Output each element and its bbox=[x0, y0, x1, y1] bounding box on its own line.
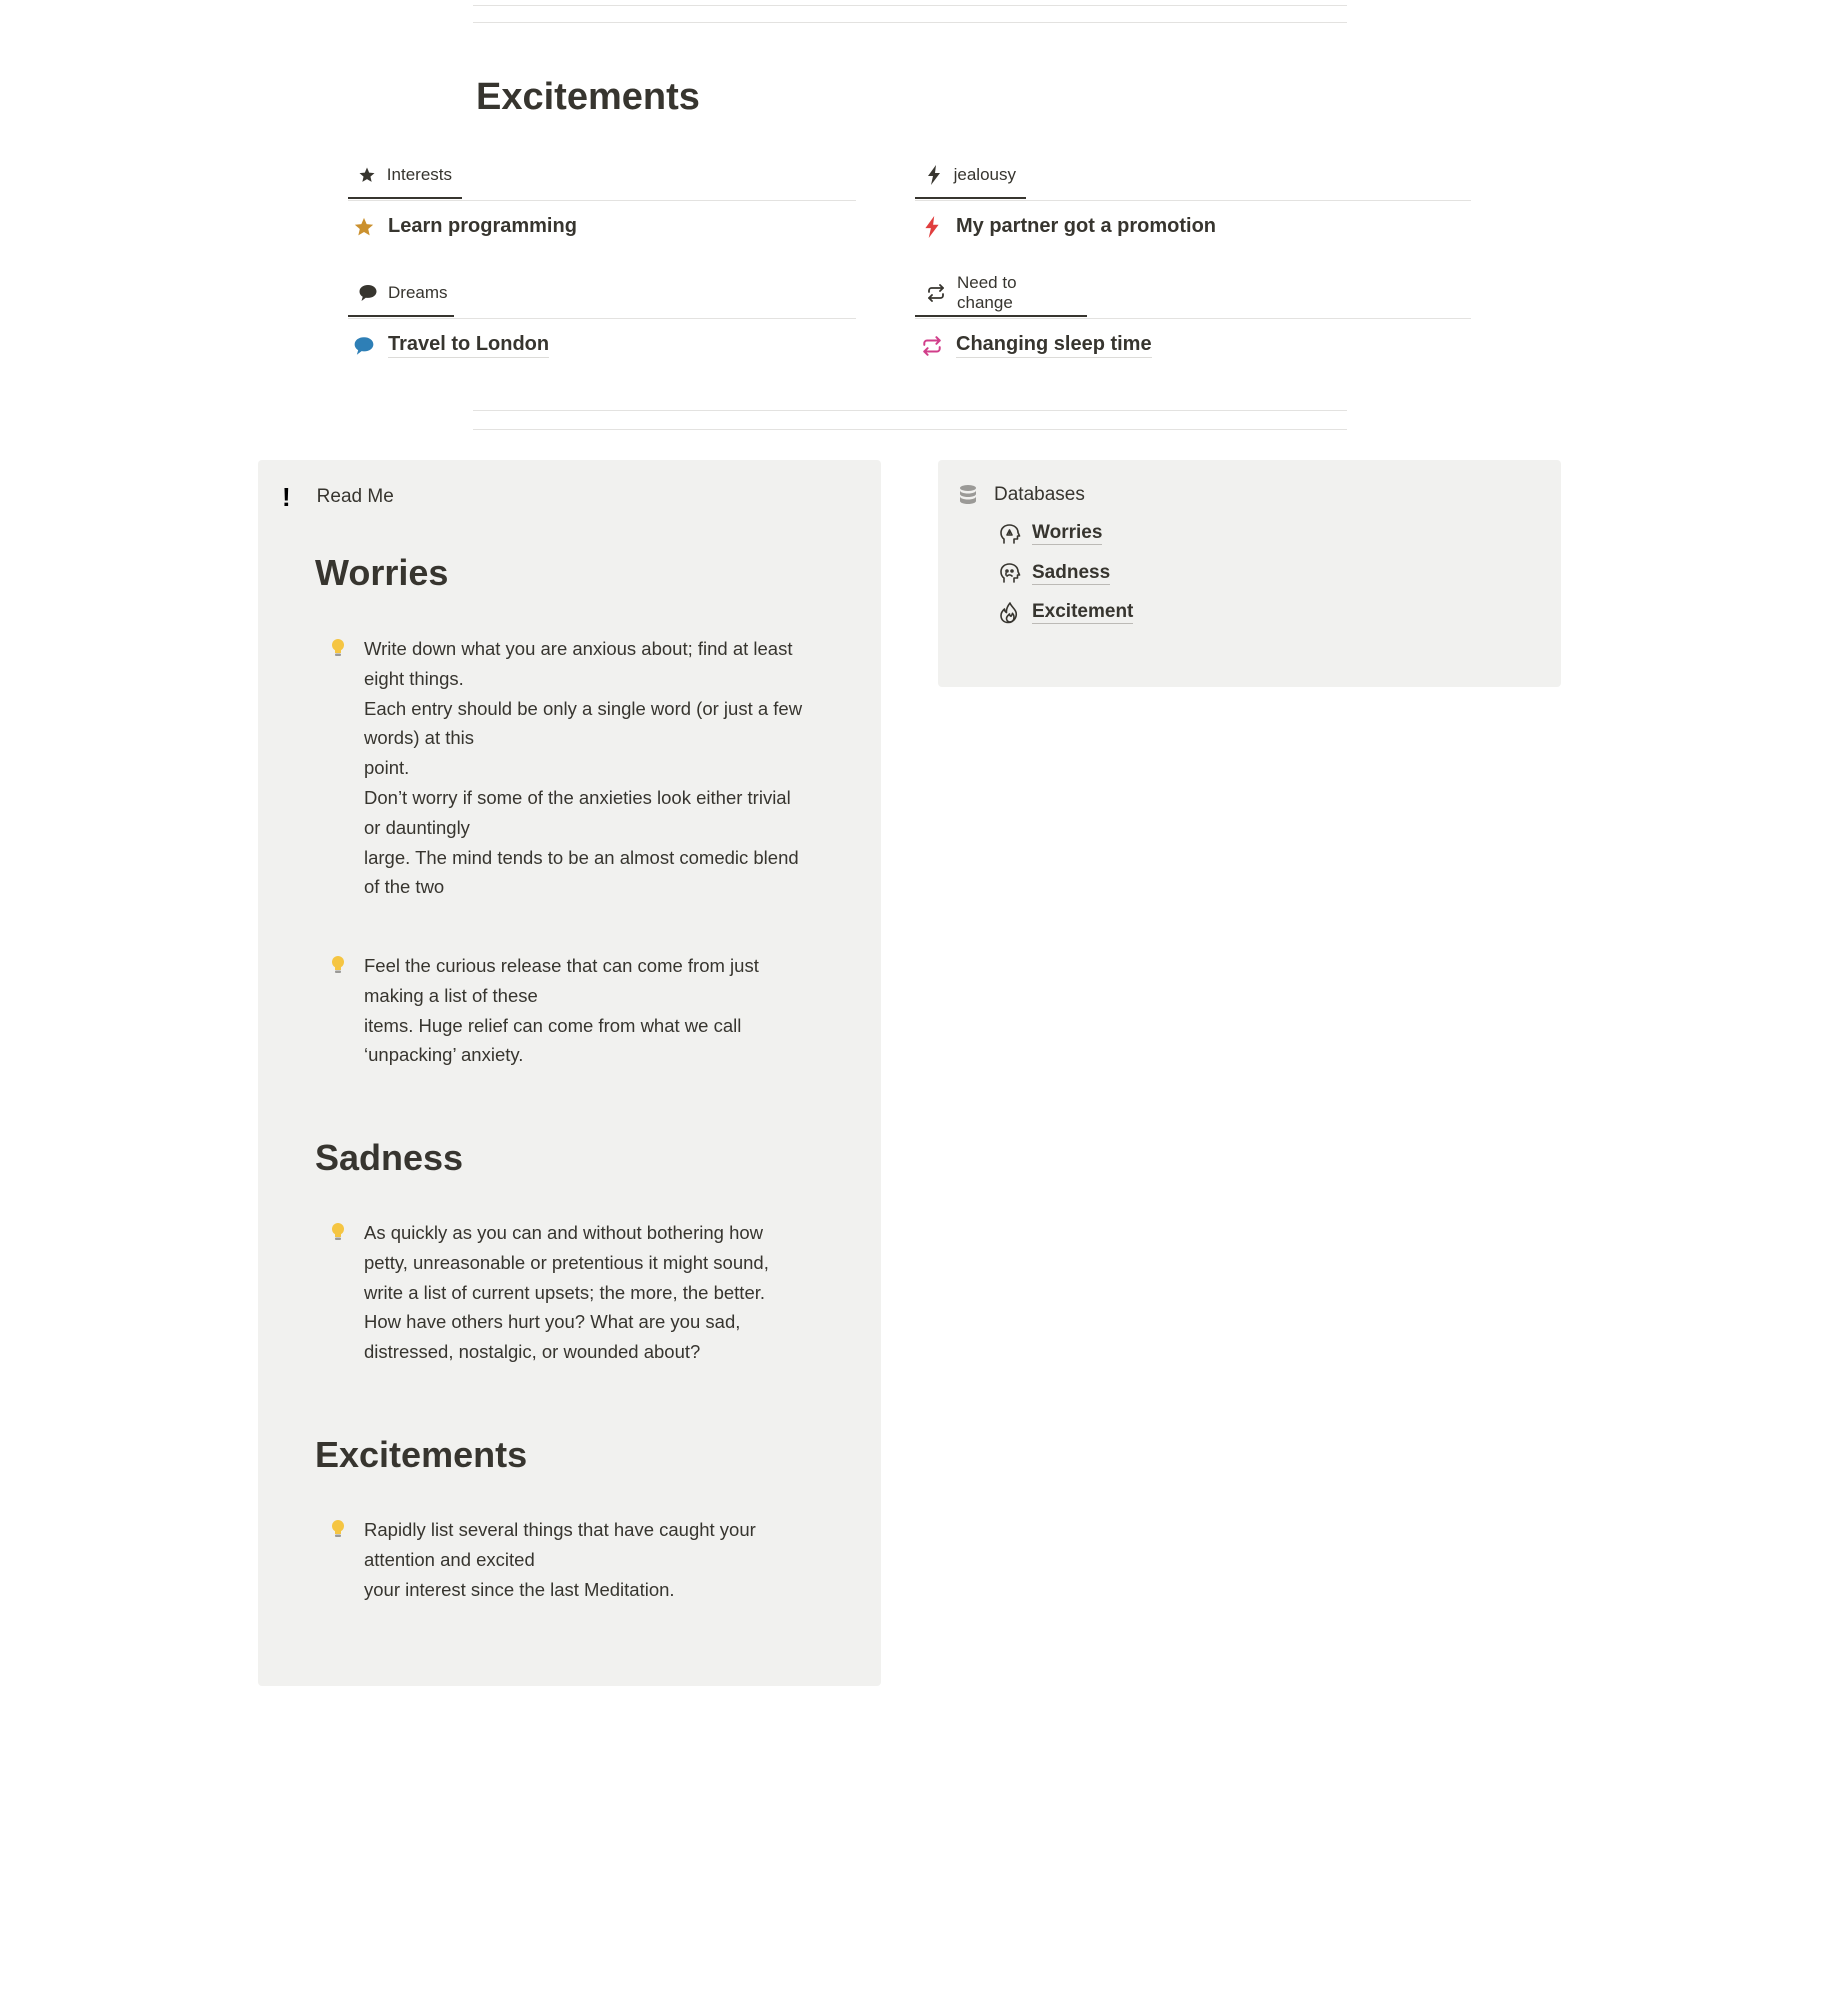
tip-text: Feel the curious release that can come from just making a list of these items. Huge relief can come from what we call ‘unpacking’ anxiety. bbox=[364, 955, 759, 1066]
tabbar-dreams bbox=[348, 270, 856, 319]
card-title: Learn programming bbox=[388, 215, 577, 237]
db-label: Sadness bbox=[1032, 561, 1111, 583]
star-icon bbox=[358, 166, 377, 184]
exclamation-icon: ! bbox=[282, 482, 291, 512]
tab-label: jealousy bbox=[953, 164, 1016, 184]
thought-bubble-icon bbox=[352, 336, 376, 356]
divider-top-2 bbox=[473, 22, 1347, 23]
card-learn-programming[interactable] bbox=[352, 215, 577, 239]
repeat-icon bbox=[920, 336, 944, 356]
card-title: Changing sleep time bbox=[956, 333, 1152, 358]
tab-label: Dreams bbox=[388, 282, 448, 302]
anxious-head-icon bbox=[998, 522, 1022, 546]
readme-header bbox=[282, 484, 394, 510]
readme-title: Read Me bbox=[316, 486, 394, 507]
tip-text: Write down what you are anxious about; find at least eight things. Each entry should be only a single word (or just a few words) at this point. Don’t worry if some of the anxieties look either trivial or dauntingly large. The mind tends to be an almost comedic blend of the two bbox=[364, 638, 803, 898]
divider-bottom-1 bbox=[473, 410, 1347, 411]
databases-callout bbox=[938, 460, 1561, 687]
thought-bubble-icon bbox=[358, 284, 378, 302]
tip-excitements-1 bbox=[330, 1515, 820, 1604]
light-bulb-icon bbox=[330, 1218, 346, 1367]
tabbar-jealousy bbox=[915, 152, 1471, 201]
tab-interests[interactable] bbox=[348, 152, 462, 199]
card-travel-london[interactable] bbox=[352, 333, 549, 358]
tip-sadness-1 bbox=[330, 1218, 820, 1367]
db-link-excitement[interactable] bbox=[998, 593, 1133, 633]
divider-top-1 bbox=[473, 5, 1347, 6]
tab-label: Interests bbox=[386, 164, 452, 184]
repeat-icon bbox=[925, 284, 947, 302]
tab-dreams[interactable] bbox=[348, 270, 454, 317]
db-link-worries[interactable] bbox=[998, 514, 1133, 554]
light-bulb-icon bbox=[330, 951, 346, 1070]
star-icon bbox=[352, 216, 376, 238]
databases-header bbox=[958, 484, 1085, 506]
lightning-icon bbox=[920, 216, 944, 238]
flame-icon bbox=[998, 601, 1022, 625]
section-title: Excitements bbox=[476, 76, 700, 118]
lightning-icon bbox=[925, 165, 944, 185]
database-icon bbox=[958, 484, 978, 506]
tabbar-need-to-change bbox=[915, 270, 1471, 319]
tip-text: As quickly as you can and without bothering how petty, unreasonable or pretentious it might sound, write a list of current upsets; the more, the better. How have others hurt you? What are you sad, distressed, nostalgic, or wounded about? bbox=[364, 1222, 769, 1363]
tab-label: Need to change bbox=[957, 272, 1017, 312]
databases-title: Databases bbox=[994, 484, 1085, 505]
tab-jealousy[interactable] bbox=[915, 152, 1026, 199]
db-label: Worries bbox=[1032, 522, 1103, 544]
divider-bottom-2 bbox=[473, 429, 1347, 430]
tabbar-interests bbox=[348, 152, 856, 201]
card-changing-sleep-time[interactable] bbox=[920, 333, 1152, 358]
tip-worries-2 bbox=[330, 951, 820, 1070]
light-bulb-icon bbox=[330, 634, 346, 902]
heading-worries: Worries bbox=[315, 552, 449, 593]
card-title: Travel to London bbox=[388, 333, 549, 358]
databases-list bbox=[998, 514, 1133, 633]
db-label: Excitement bbox=[1032, 601, 1134, 623]
tip-worries-1 bbox=[330, 634, 820, 902]
card-title: My partner got a promotion bbox=[956, 215, 1216, 237]
readme-callout bbox=[258, 460, 881, 1686]
sad-face-icon bbox=[998, 561, 1022, 585]
tip-text: Rapidly list several things that have caught your attention and excited your interest since the last Meditation. bbox=[364, 1519, 756, 1600]
card-partner-promotion[interactable] bbox=[920, 215, 1216, 239]
heading-excitements: Excitements bbox=[315, 1434, 528, 1475]
tab-need-to-change[interactable] bbox=[915, 270, 1087, 317]
db-link-sadness[interactable] bbox=[998, 554, 1133, 594]
heading-sadness: Sadness bbox=[315, 1137, 464, 1178]
light-bulb-icon bbox=[330, 1515, 346, 1604]
